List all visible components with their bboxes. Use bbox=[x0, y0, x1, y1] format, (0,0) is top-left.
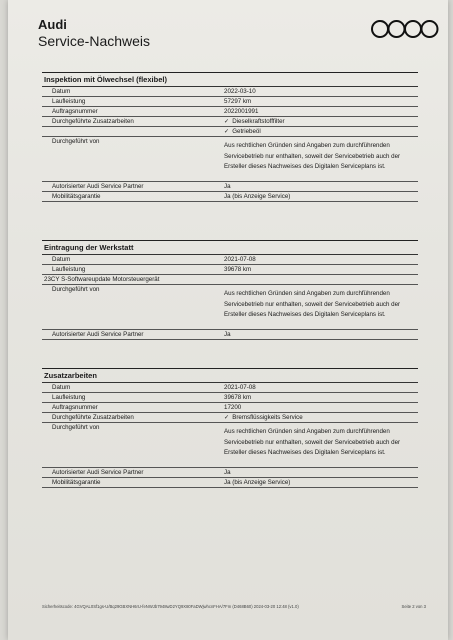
field-label: Mobilitätsgarantie bbox=[52, 193, 101, 200]
field-label: Autorisierter Audi Service Partner bbox=[52, 183, 144, 190]
document-page bbox=[8, 0, 448, 640]
checkmark-icon: ✓ bbox=[224, 128, 230, 135]
field-value bbox=[224, 255, 418, 264]
table-row bbox=[42, 403, 418, 413]
checkmark-icon: ✓ bbox=[224, 118, 230, 125]
field-label: Autorisierter Audi Service Partner bbox=[52, 331, 144, 338]
section-title: Eintragung der Werkstatt bbox=[42, 240, 418, 255]
field-label: Laufleistung bbox=[52, 98, 86, 105]
field-label: Mobilitätsgarantie bbox=[52, 479, 101, 486]
field-value bbox=[224, 423, 418, 459]
table-row bbox=[42, 192, 418, 202]
table-row bbox=[42, 182, 418, 192]
field-label: Datum bbox=[52, 384, 71, 391]
audi-rings-logo bbox=[370, 19, 440, 39]
section-title: Zusatzarbeiten bbox=[42, 368, 418, 383]
field-value bbox=[224, 192, 418, 201]
table-row bbox=[42, 255, 418, 265]
table-row bbox=[42, 127, 418, 137]
field-value bbox=[224, 127, 418, 136]
section bbox=[42, 72, 418, 202]
field-value bbox=[224, 285, 418, 321]
field-value bbox=[224, 393, 418, 402]
field-value bbox=[224, 97, 418, 106]
field-value bbox=[224, 117, 418, 126]
field-value-text: 2021-07-08 bbox=[224, 256, 256, 263]
header bbox=[38, 18, 150, 50]
table-row bbox=[42, 117, 418, 127]
table-row bbox=[42, 107, 418, 117]
checkmark-icon: ✓ bbox=[224, 414, 230, 421]
field-value-text: Getriebeöl bbox=[232, 128, 261, 135]
field-label bbox=[42, 127, 224, 128]
field-value bbox=[224, 403, 418, 412]
footer bbox=[42, 604, 426, 609]
field-value bbox=[224, 265, 418, 274]
field-value bbox=[224, 182, 418, 191]
table-row bbox=[42, 97, 418, 107]
field-label: Auftragsnummer bbox=[52, 108, 98, 115]
field-label: Autorisierter Audi Service Partner bbox=[52, 469, 144, 476]
field-value bbox=[224, 413, 418, 422]
field-label: Durchgeführte Zusatzarbeiten bbox=[52, 414, 134, 421]
field-value-text: Ja bbox=[224, 183, 231, 190]
field-label: Durchgeführt von bbox=[52, 424, 100, 431]
security-code: Sicherheitscode: 4GVQAL0Sf1gs-U/Bq29GBXNH6rU-feNWJb7948wD2YQ9X80FaDWjwhcnFHA/7Fm (D468B60) 2024-03-20 12:48 (v1.0) bbox=[42, 604, 299, 609]
field-value-text: 39678 km bbox=[224, 394, 252, 401]
field-value bbox=[224, 330, 418, 339]
table-row bbox=[42, 393, 418, 403]
document-title: Service-Nachweis bbox=[38, 33, 151, 49]
field-value-text: Ja (bis Anzeige Service) bbox=[224, 479, 291, 486]
table-row bbox=[42, 265, 418, 275]
field-value-text: 17200 bbox=[224, 404, 242, 411]
field-label: Durchgeführt von bbox=[52, 286, 100, 293]
field-value-text: 39678 km bbox=[224, 266, 252, 273]
table-row bbox=[42, 478, 418, 488]
table-row bbox=[42, 383, 418, 393]
field-value-text: Bremsflüssigkeits Service bbox=[232, 414, 303, 421]
table-row bbox=[42, 87, 418, 97]
field-label: Durchgeführt von bbox=[52, 138, 100, 145]
field-value-text: Aus rechtlichen Gründen sind Angaben zum durchführenden Servicebetrieb nur enthalten, soweit der Servicebetrieb auch der Ersteller dieses Nachweises des Digitalen Serviceplans ist. bbox=[224, 142, 401, 170]
field-label: Laufleistung bbox=[52, 266, 86, 273]
field-value bbox=[224, 137, 418, 173]
field-value-text: 2022-03-10 bbox=[224, 88, 256, 95]
field-value-text: 2021-07-08 bbox=[224, 384, 256, 391]
field-value-text: Aus rechtlichen Gründen sind Angaben zum durchführenden Servicebetrieb nur enthalten, soweit der Servicebetrieb auch der Ersteller dieses Nachweises des Digitalen Serviceplans ist. bbox=[224, 428, 401, 456]
field-value-text: Ja bbox=[224, 469, 231, 476]
table-row bbox=[42, 330, 418, 340]
field-value-text: Dieselkraftstofffilter bbox=[232, 118, 285, 125]
table-row bbox=[42, 413, 418, 423]
field-label: Datum bbox=[52, 88, 71, 95]
field-value bbox=[224, 383, 418, 392]
table-row bbox=[42, 137, 418, 182]
field-value bbox=[224, 87, 418, 96]
field-value-text: Ja (bis Anzeige Service) bbox=[224, 193, 291, 200]
brand-name: Audi bbox=[38, 17, 67, 32]
section bbox=[42, 240, 418, 340]
field-value bbox=[224, 107, 418, 116]
table-row bbox=[42, 285, 418, 330]
field-value bbox=[224, 478, 418, 487]
field-value-text: 2022001991 bbox=[224, 108, 259, 115]
field-value bbox=[224, 468, 418, 477]
page-number: Seite 2 von 3 bbox=[401, 604, 426, 609]
table-row bbox=[42, 275, 418, 285]
field-value-text: 57297 km bbox=[224, 98, 252, 105]
field-value-text: Aus rechtlichen Gründen sind Angaben zum durchführenden Servicebetrieb nur enthalten, soweit der Servicebetrieb auch der Ersteller dieses Nachweises des Digitalen Serviceplans ist. bbox=[224, 290, 401, 318]
field-label: Auftragsnummer bbox=[52, 404, 98, 411]
field-label: Durchgeführte Zusatzarbeiten bbox=[52, 118, 134, 125]
section-title: Inspektion mit Ölwechsel (flexibel) bbox=[42, 72, 418, 87]
field-label: Laufleistung bbox=[52, 394, 86, 401]
table-row bbox=[42, 468, 418, 478]
table-row bbox=[42, 423, 418, 468]
section bbox=[42, 368, 418, 488]
field-value-text: Ja bbox=[224, 331, 231, 338]
field-label: Datum bbox=[52, 256, 71, 263]
field-label: 23CY S-Softwareupdate Motorsteuergerät bbox=[44, 276, 160, 283]
